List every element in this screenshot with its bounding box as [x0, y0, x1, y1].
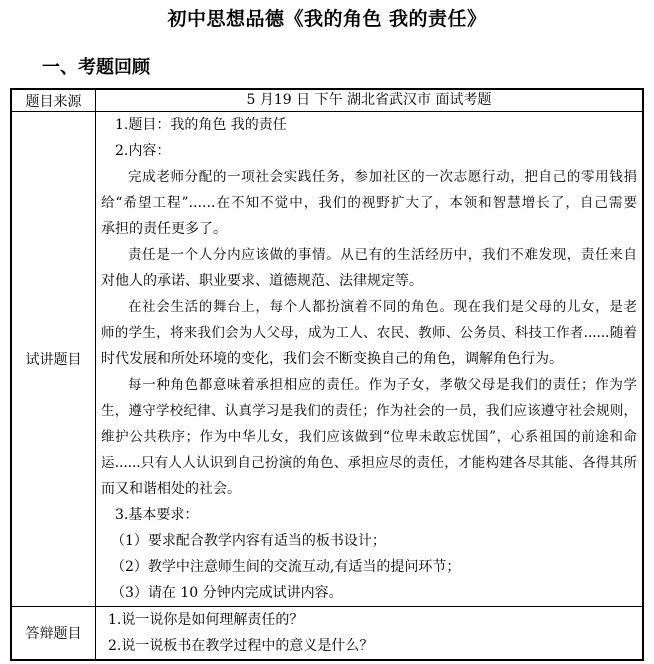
text-line: 2.内容：: [115, 143, 171, 159]
row-label-lecture: 试讲题目: [11, 112, 96, 607]
row-label-source: 题目来源: [11, 89, 96, 112]
text-line: （3）请在 10 分钟内完成试讲内容。: [111, 585, 343, 601]
table-row-source: [11, 89, 643, 112]
table-row-lecture: [11, 112, 643, 607]
text-line: 时代发展和所处环境的变化，我们会不断变换自己的角色，调解角色行为。: [101, 351, 563, 367]
text-line: 师的学生，将来我们会为人父母，成为工人、农民、教师、公务员、科技工作者......随着: [101, 325, 637, 341]
text-line: 2.说一说板书在教学过程中的意义是什么？: [108, 638, 374, 654]
text-line: 1.题目：我的角色 我的责任: [115, 117, 287, 133]
text-line: （2）教学中注意师生间的交流互动,有适当的提问环节；: [111, 559, 461, 575]
text-line: 给“希望工程”……在不知不觉中，我们的视野扩大了，本领和智慧增长了，自己需要: [101, 195, 637, 211]
source-value: 5 月19 日 下午 湖北省武汉市 面试考题: [96, 89, 644, 112]
text-line: 责任是一个人分内应该做的事情。从已有的生活经历中，我们不难发现，责任来自: [128, 247, 637, 263]
text-line: 对他人的承诺、职业要求、道德规范、法律规定等。: [101, 273, 423, 289]
table-row-defense: [11, 607, 643, 661]
page-title: 初中思想品德《我的角色 我的责任》: [167, 8, 487, 30]
text-line: 承担的责任更多了。: [101, 221, 227, 237]
text-line: 每一种角色都意味着承担相应的责任。作为子女，孝敬父母是我们的责任；作为学: [128, 377, 637, 393]
text-line: 而又和谐相处的社会。: [101, 481, 241, 497]
text-line: 维护公共秩序；作为中华儿女，我们应该做到“位卑未敢忘忧国”，心系祖国的前途和命: [101, 429, 637, 445]
text-line: 运......只有人人认识到自己扮演的角色、承担应尽的责任，才能构建各尽其能、各得其所: [101, 455, 637, 471]
text-line: 3.基本要求：: [115, 507, 199, 523]
text-line: 完成老师分配的一项社会实践任务，参加社区的一次志愿行动，把自己的零用钱捐: [128, 169, 637, 185]
section-heading: 一、考题回顾: [42, 57, 150, 78]
defense-content: [96, 607, 644, 661]
document-page: [0, 6, 654, 661]
text-line: 在社会生活的舞台上，每个人都扮演着不同的角色。现在我们是父母的儿女，是老: [128, 299, 637, 315]
text-line: 生，遵守学校纪律、认真学习是我们的责任；作为社会的一员，我们应该遵守社会规则，: [101, 403, 637, 419]
exam-review-table: [10, 88, 644, 661]
text-line: （1）要求配合教学内容有适当的板书设计；: [111, 533, 386, 549]
text-line: 1.说一说你是如何理解责任的？: [108, 612, 304, 628]
lecture-content: [96, 112, 644, 607]
row-label-defense: 答辩题目: [11, 607, 96, 661]
